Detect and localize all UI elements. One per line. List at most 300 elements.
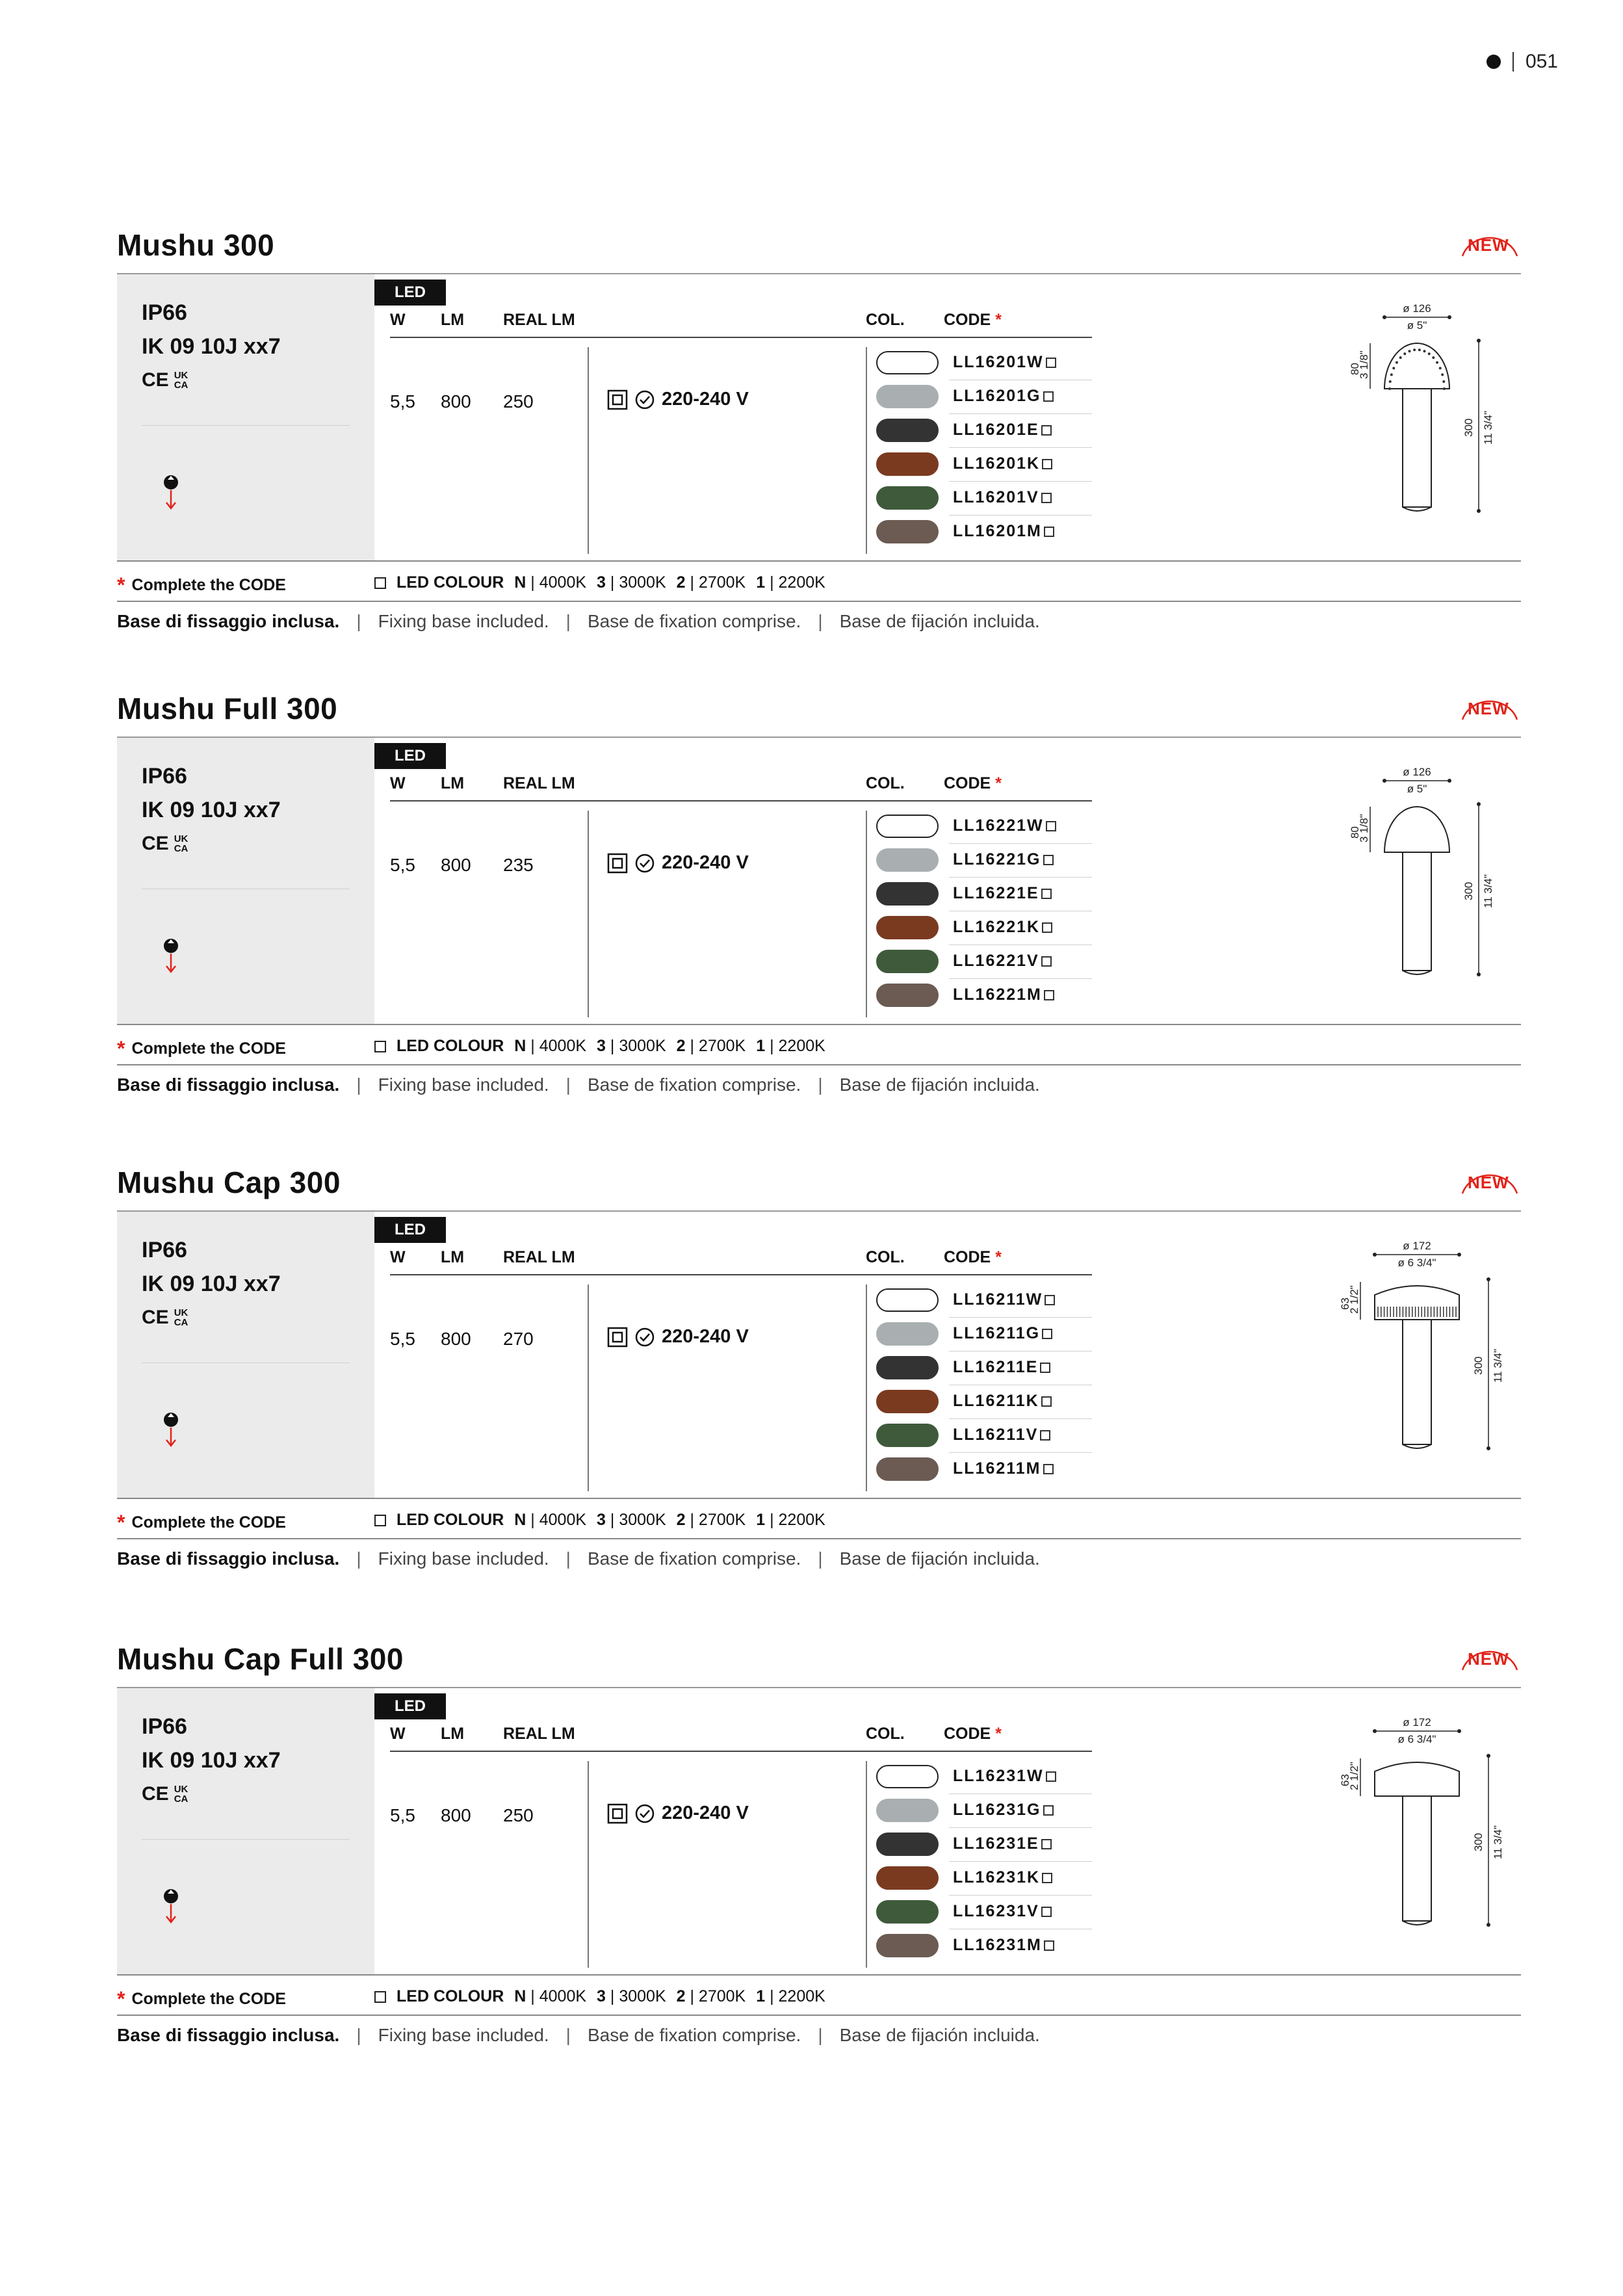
certification-marks	[142, 369, 194, 391]
product-title: Mushu Cap Full 300	[117, 1642, 404, 1676]
checkbox-icon	[374, 1041, 386, 1052]
perforation-dot	[1399, 356, 1402, 359]
row-divider	[949, 481, 1092, 482]
dimension-drawing	[1339, 750, 1508, 1010]
dim-diameter-mm: ø 172	[1403, 1240, 1431, 1252]
fixing-note	[117, 1075, 1040, 1095]
fixing-fr: Base de fixation comprise.	[587, 1075, 801, 1095]
dimension-tick	[1477, 972, 1481, 976]
row-divider	[949, 978, 1092, 979]
color-swatch-green	[876, 1424, 939, 1447]
value-real-lm: 235	[503, 855, 534, 875]
column-divider	[588, 811, 589, 1017]
checkbox-icon	[1042, 922, 1052, 933]
dim-diameter-mm: ø 126	[1403, 766, 1431, 778]
fixing-es: Base de fijación incluida.	[839, 1548, 1040, 1569]
checkbox-icon	[374, 1991, 386, 2003]
product-code	[953, 1801, 1054, 1820]
section-divider	[117, 1538, 1521, 1539]
perforation-dot	[1390, 373, 1393, 376]
dimension-drawing	[1339, 286, 1508, 546]
row-divider	[949, 447, 1092, 448]
dim-height-mm: 300	[1462, 418, 1475, 437]
led-option-1: 1 | 2200K	[756, 1987, 825, 2005]
fixing-en: Fixing base included.	[378, 1548, 549, 1569]
dim-head-in: 3 1/8"	[1358, 350, 1370, 379]
checkbox-icon	[1042, 459, 1052, 469]
header-code	[944, 774, 1002, 793]
value-real-lm: 250	[503, 1805, 534, 1825]
row-divider	[949, 1452, 1092, 1453]
certification-marks	[142, 1783, 194, 1805]
value-lm: 800	[441, 1329, 471, 1349]
row-divider	[949, 1861, 1092, 1862]
column-divider	[866, 1285, 867, 1491]
row-divider	[949, 1317, 1092, 1318]
header-lm: LM	[441, 1725, 465, 1743]
ik-rating: IK 09 10J xx7	[142, 798, 281, 822]
page-number-text: 051	[1525, 51, 1558, 72]
value-w: 5,5	[390, 1805, 415, 1825]
checkbox-icon	[1041, 1907, 1052, 1917]
dim-head-in: 3 1/8"	[1358, 814, 1370, 842]
color-swatch-brown	[876, 984, 939, 1007]
separator: |	[356, 611, 361, 631]
product-code	[953, 1936, 1054, 1955]
led-colour-label: LED COLOUR	[396, 1511, 504, 1529]
check-circle-icon	[634, 1327, 655, 1348]
header-w: W	[390, 1725, 406, 1743]
page-number	[1487, 51, 1558, 73]
dim-head-in: 2 1/2"	[1348, 1762, 1360, 1790]
product-code	[953, 918, 1052, 937]
check-circle-icon	[634, 1803, 655, 1824]
product-code-text: LL16231K	[953, 1868, 1041, 1886]
color-swatch-white	[876, 351, 939, 374]
fixing-note	[117, 611, 1040, 632]
header-col: COL.	[866, 1248, 905, 1266]
checkbox-icon	[1043, 855, 1054, 865]
checkbox-icon	[1042, 1873, 1052, 1883]
product-code	[953, 1459, 1054, 1478]
section-divider	[117, 1024, 1521, 1025]
product-section	[117, 691, 1521, 1107]
product-title: Mushu Full 300	[117, 692, 338, 725]
led-option-2: 2 | 2700K	[676, 1037, 746, 1055]
color-swatch-white	[876, 1765, 939, 1788]
panel-divider	[142, 425, 350, 426]
product-code	[953, 353, 1056, 372]
dimension-tick	[1457, 1729, 1461, 1733]
dimension-tick	[1448, 779, 1451, 783]
product-code	[953, 488, 1052, 507]
checkbox-icon	[1042, 1329, 1052, 1339]
checkbox-icon	[1046, 1771, 1056, 1782]
product-code	[953, 387, 1054, 406]
spec-panel	[117, 738, 374, 1024]
column-divider	[588, 1761, 589, 1968]
product-code-text: LL16201G	[953, 387, 1041, 405]
header-lm: LM	[441, 774, 465, 792]
column-divider	[866, 1761, 867, 1968]
perforation-dot	[1432, 356, 1435, 359]
lamp-post	[1403, 1320, 1431, 1444]
star-icon: *	[995, 311, 1002, 329]
header-code-label: CODE	[944, 1248, 991, 1266]
product-code-text: LL16231M	[953, 1936, 1042, 1954]
new-badge-label: NEW	[1468, 1649, 1509, 1669]
led-tag: LED	[374, 743, 446, 769]
separator: |	[818, 1075, 823, 1095]
led-colour-options	[374, 1987, 825, 2006]
value-lm: 800	[441, 1805, 471, 1825]
checkbox-icon	[1044, 990, 1054, 1000]
separator: |	[565, 611, 571, 631]
dim-head-mm: 80	[1349, 363, 1361, 375]
header-col: COL.	[866, 774, 905, 792]
product-code	[953, 1358, 1050, 1377]
color-swatch-black	[876, 419, 939, 442]
ukca-mark: UK CA	[174, 370, 188, 391]
complete-code-note	[117, 1511, 286, 1535]
fixing-en: Fixing base included.	[378, 2025, 549, 2045]
color-swatch-corten	[876, 1390, 939, 1413]
section-divider	[117, 2015, 1521, 2016]
header-w: W	[390, 1248, 406, 1266]
color-swatch-grey	[876, 1799, 939, 1822]
perforation-dot	[1443, 387, 1446, 390]
ground-spike-icon	[161, 1411, 181, 1450]
dimension-tick	[1487, 1277, 1490, 1281]
separator: |	[818, 611, 823, 631]
color-swatch-green	[876, 1900, 939, 1924]
dim-height-in: 11 3/4"	[1482, 410, 1494, 445]
column-divider	[588, 1285, 589, 1491]
checkbox-icon	[1043, 391, 1054, 402]
voltage-spec	[607, 1803, 749, 1824]
checkbox-icon	[1041, 1839, 1052, 1849]
led-option-n: N | 4000K	[514, 1037, 587, 1055]
perforation-dot	[1418, 348, 1421, 351]
led-option-1: 1 | 2200K	[756, 1511, 825, 1529]
header-divider	[390, 1751, 1092, 1752]
complete-code-label: Complete the CODE	[131, 1039, 286, 1058]
product-code-text: LL16211G	[953, 1324, 1041, 1342]
checkbox-icon	[1045, 1295, 1055, 1305]
voltage-value: 220-240 V	[662, 389, 749, 410]
separator: |	[356, 1548, 361, 1569]
complete-code-note	[117, 1987, 286, 2011]
color-swatch-green	[876, 950, 939, 973]
ce-mark: CE	[142, 1783, 169, 1805]
dimension-tick	[1487, 1923, 1490, 1927]
product-code-text: LL16201E	[953, 421, 1039, 439]
separator: |	[356, 1075, 361, 1095]
star-icon: *	[117, 1987, 125, 2011]
product-code-text: LL16231E	[953, 1834, 1039, 1853]
product-code	[953, 1767, 1056, 1786]
new-badge	[1459, 1161, 1521, 1195]
color-swatch-corten	[876, 916, 939, 939]
dim-head-in: 2 1/2"	[1348, 1285, 1360, 1314]
led-option-2: 2 | 2700K	[676, 1987, 746, 2005]
dimension-drawing	[1339, 1223, 1508, 1483]
value-lm: 800	[441, 391, 471, 411]
dimension-tick	[1477, 339, 1481, 343]
dim-height-in: 11 3/4"	[1492, 1825, 1504, 1859]
dim-diameter-in: ø 6 3/4"	[1397, 1257, 1436, 1269]
dim-height-in: 11 3/4"	[1492, 1348, 1504, 1383]
product-code	[953, 1868, 1052, 1887]
color-swatch-grey	[876, 1322, 939, 1346]
ground-spike-icon	[161, 1887, 181, 1926]
section-divider	[117, 1498, 1521, 1499]
header-col: COL.	[866, 1725, 905, 1743]
led-option-1: 1 | 2200K	[756, 1037, 825, 1055]
section-divider	[117, 601, 1521, 602]
separator: |	[818, 1548, 823, 1569]
fixing-es: Base de fijación incluida.	[839, 2025, 1040, 2045]
dim-height-mm: 300	[1472, 1833, 1485, 1851]
product-code-text: LL16201K	[953, 454, 1041, 473]
dim-head-mm: 63	[1339, 1774, 1351, 1786]
check-circle-icon	[634, 389, 655, 410]
row-divider	[949, 1827, 1092, 1828]
lamp-post	[1403, 389, 1431, 507]
fixing-it: Base di fissaggio inclusa.	[117, 1548, 340, 1569]
separator: |	[818, 2025, 823, 2045]
lamp-head	[1375, 1762, 1459, 1796]
separator: |	[565, 2025, 571, 2045]
checkbox-icon	[1043, 1805, 1054, 1816]
product-code-text: LL16231V	[953, 1902, 1039, 1920]
led-option-n: N | 4000K	[514, 1987, 587, 2005]
dim-height-in: 11 3/4"	[1482, 874, 1494, 908]
ik-rating: IK 09 10J xx7	[142, 1748, 281, 1773]
value-w: 5,5	[390, 391, 415, 411]
divider	[1513, 52, 1514, 72]
dimension-tick	[1487, 1754, 1490, 1758]
product-title: Mushu Cap 300	[117, 1166, 341, 1199]
new-badge	[1459, 224, 1521, 257]
header-lm: LM	[441, 1248, 465, 1266]
column-divider	[866, 347, 867, 554]
product-code-text: LL16211W	[953, 1290, 1043, 1309]
product-code	[953, 1324, 1052, 1343]
ce-mark: CE	[142, 1307, 169, 1328]
checkbox-icon	[1041, 493, 1052, 503]
spec-panel	[117, 274, 374, 560]
dim-diameter-in: ø 5"	[1407, 783, 1427, 795]
header-code	[944, 1725, 1002, 1743]
ik-rating: IK 09 10J xx7	[142, 334, 281, 359]
led-option-n: N | 4000K	[514, 573, 587, 592]
color-swatch-corten	[876, 1866, 939, 1890]
dimension-tick	[1477, 802, 1481, 806]
dim-height-mm: 300	[1472, 1356, 1485, 1375]
color-swatch-grey	[876, 848, 939, 872]
product-code-text: LL16231W	[953, 1767, 1044, 1785]
checkbox-icon	[1040, 1363, 1050, 1373]
bullet-icon	[1487, 55, 1501, 69]
dimension-tick	[1457, 1253, 1461, 1257]
new-badge	[1459, 687, 1521, 721]
star-icon: *	[995, 1248, 1002, 1266]
ce-mark: CE	[142, 369, 169, 391]
led-option-3: 3 | 3000K	[597, 1511, 666, 1529]
dimension-tick	[1383, 779, 1386, 783]
product-code-text: LL16221G	[953, 850, 1041, 868]
checkbox-icon	[1041, 889, 1052, 899]
fixing-es: Base de fijación incluida.	[839, 611, 1040, 631]
color-swatch-corten	[876, 452, 939, 476]
fixing-note	[117, 2025, 1040, 2046]
certification-marks	[142, 833, 194, 855]
dimension-tick	[1373, 1729, 1377, 1733]
led-option-3: 3 | 3000K	[597, 1987, 666, 2005]
star-icon: *	[995, 774, 1002, 792]
product-code	[953, 1290, 1055, 1309]
dim-diameter-in: ø 6 3/4"	[1397, 1733, 1436, 1745]
section-divider	[117, 560, 1521, 562]
dim-diameter-in: ø 5"	[1407, 319, 1427, 332]
dim-head-mm: 63	[1339, 1298, 1351, 1310]
fixing-en: Fixing base included.	[378, 1075, 549, 1095]
fixing-it: Base di fissaggio inclusa.	[117, 2025, 340, 2045]
led-option-n: N | 4000K	[514, 1511, 587, 1529]
color-swatch-brown	[876, 1934, 939, 1957]
header-code-label: CODE	[944, 311, 991, 329]
product-code	[953, 1902, 1052, 1921]
product-code-text: LL16231G	[953, 1801, 1041, 1819]
header-divider	[390, 1274, 1092, 1275]
value-real-lm: 270	[503, 1329, 534, 1349]
complete-code-note	[117, 573, 286, 597]
ip-rating: IP66	[142, 764, 187, 789]
class-ii-icon	[607, 1327, 628, 1348]
dim-diameter-mm: ø 126	[1403, 302, 1431, 315]
color-swatch-green	[876, 486, 939, 510]
value-w: 5,5	[390, 1329, 415, 1349]
row-divider	[949, 843, 1092, 844]
star-icon: *	[995, 1725, 1002, 1743]
class-ii-icon	[607, 853, 628, 874]
product-code	[953, 454, 1052, 473]
dimension-drawing	[1339, 1700, 1508, 1960]
product-code-text: LL16211E	[953, 1358, 1039, 1376]
led-colour-options	[374, 1037, 825, 1056]
perforation-dot	[1388, 387, 1391, 390]
dim-diameter-mm: ø 172	[1403, 1716, 1431, 1729]
row-divider	[949, 1895, 1092, 1896]
header-code	[944, 311, 1002, 330]
dim-height-mm: 300	[1462, 881, 1475, 900]
header-real-lm: REAL LM	[503, 311, 575, 329]
product-code-text: LL16201W	[953, 353, 1044, 371]
row-divider	[949, 413, 1092, 414]
header-divider	[390, 800, 1092, 802]
ik-rating: IK 09 10J xx7	[142, 1272, 281, 1296]
led-tag: LED	[374, 1217, 446, 1243]
led-option-2: 2 | 2700K	[676, 573, 746, 592]
separator: |	[565, 1075, 571, 1095]
checkbox-icon	[1041, 1396, 1052, 1407]
header-code-label: CODE	[944, 774, 991, 792]
header-w: W	[390, 774, 406, 792]
column-divider	[866, 811, 867, 1017]
checkbox-icon	[1046, 358, 1056, 368]
perforation-dot	[1441, 373, 1444, 376]
led-colour-options	[374, 573, 825, 592]
dimension-tick	[1487, 1446, 1490, 1450]
star-icon: *	[117, 1037, 125, 1060]
led-tag: LED	[374, 1693, 446, 1719]
color-swatch-black	[876, 882, 939, 906]
ukca-mark: UK CA	[174, 1307, 188, 1328]
header-w: W	[390, 311, 406, 329]
column-divider	[588, 347, 589, 554]
color-swatch-white	[876, 1288, 939, 1312]
checkbox-icon	[1043, 1464, 1054, 1474]
product-section	[117, 1641, 1521, 2057]
ukca-mark: UK CA	[174, 1784, 188, 1805]
perforation-dot	[1442, 380, 1445, 383]
separator: |	[356, 2025, 361, 2045]
fixing-fr: Base de fixation comprise.	[587, 611, 801, 631]
product-code	[953, 1834, 1052, 1853]
ip-rating: IP66	[142, 1238, 187, 1262]
value-real-lm: 250	[503, 391, 534, 411]
fixing-it: Base di fissaggio inclusa.	[117, 1075, 340, 1095]
new-badge-label: NEW	[1468, 235, 1509, 255]
class-ii-icon	[607, 1803, 628, 1824]
ground-spike-icon	[161, 937, 181, 976]
header-real-lm: REAL LM	[503, 1248, 575, 1266]
ukca-mark: UK CA	[174, 833, 188, 854]
ip-rating: IP66	[142, 1714, 187, 1739]
perforation-dot	[1436, 361, 1438, 364]
lamp-head	[1384, 343, 1449, 389]
header-real-lm: REAL LM	[503, 774, 575, 792]
complete-code-note	[117, 1037, 286, 1061]
voltage-value: 220-240 V	[662, 1803, 749, 1823]
value-lm: 800	[441, 855, 471, 875]
product-code	[953, 816, 1056, 835]
perforation-dot	[1423, 350, 1425, 352]
product-code-text: LL16221K	[953, 918, 1041, 936]
product-code	[953, 1426, 1050, 1444]
spec-panel	[117, 1212, 374, 1498]
fixing-fr: Base de fixation comprise.	[587, 2025, 801, 2045]
checkbox-icon	[1044, 1940, 1054, 1951]
separator: |	[565, 1548, 571, 1569]
star-icon: *	[117, 573, 125, 597]
ce-mark: CE	[142, 833, 169, 854]
dimension-tick	[1383, 315, 1386, 319]
panel-divider	[142, 1839, 350, 1840]
header-code	[944, 1248, 1002, 1267]
product-section	[117, 1165, 1521, 1581]
new-badge-label: NEW	[1468, 1173, 1509, 1192]
voltage-value: 220-240 V	[662, 852, 749, 873]
product-code-text: LL16221W	[953, 816, 1044, 835]
header-code-label: CODE	[944, 1725, 991, 1743]
lamp-post	[1403, 1796, 1431, 1921]
fixing-note	[117, 1548, 1040, 1569]
check-circle-icon	[634, 853, 655, 874]
dim-head-mm: 80	[1349, 826, 1361, 839]
class-ii-icon	[607, 389, 628, 410]
